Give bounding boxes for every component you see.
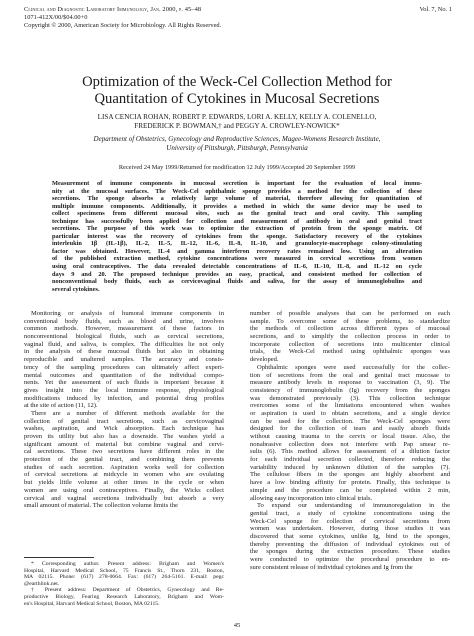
paragraph-line: can be used for the collection. The Weck-Cel sponges were (250, 417, 450, 425)
paragraph-line: but yields little volume at other times in the cycle or when (24, 479, 224, 487)
paragraph-line: genital tract, a study of cytokine concentrations using the (250, 509, 450, 517)
body-column-right (250, 310, 450, 571)
paragraph-line: tency of the sampling procedures can ultimately affect experi- (24, 363, 224, 371)
paragraph-line: There are a number of different methods available for the (31, 409, 224, 417)
paragraph-line: the sponges during the extraction procedure. These studies (250, 548, 450, 556)
paragraph-line: modifications induced by infection, and potential drug profiles (24, 394, 224, 402)
abstract-line: technique has successfully been applied for collection and measurement of antibody in oral and genital tract (52, 217, 422, 225)
paragraph-line: was demonstrated previously (3). This collection technique (250, 394, 450, 402)
paragraph-line: the methods of collection across different types of mucosal (250, 325, 450, 333)
footnote-divider (24, 557, 94, 558)
abstract-line: using oral contraceptives. The data revealed detectable concentrations of IL-6, IL-10, IL-8, and IL-12 on cycle (52, 263, 422, 271)
abstract-line: collect specimens from different mucosal sites, such as the genital tract and oral cavity. This sampling (52, 210, 422, 218)
paragraph-line: thereby preventing the diffusion of individual cytokines out of (250, 540, 450, 548)
paragraph-line: gives insight into the local immune response, physiological (24, 386, 224, 394)
abstract-line: multiple immune components. Additionally, it provides a method in which the same device may be used to (52, 202, 422, 210)
paragraph-line: number of possible analyses that can be performed on each (250, 310, 450, 317)
abstract-line: particular interest was the recovery of cytokines from the sponge. Satisfactory recovery of the cytokines (52, 232, 422, 240)
paragraph-line: consistency of immunoglobulin (Ig) recovery from the sponges (250, 386, 450, 394)
paragraph-line: simple and the procedure can be completed within 2 min, (250, 486, 450, 494)
abstract-line: factor was obtained. However, IL-4 and gamma interferon recovery rates remained low. Using an alteration (52, 247, 422, 255)
paragraph-line: women was undertaken. However, during those studies it was (250, 525, 450, 533)
footnote-line: † Present address: Department of Obstetrics, Gynecology and Re- (31, 587, 224, 594)
paragraph-line: cal secretions. These two secretions have different roles in the (24, 448, 224, 456)
body-column-left (24, 310, 224, 510)
paragraph-line: incorporate collection of secretions into multicenter clinical (250, 340, 450, 348)
abstract-line: days 9 and 20. The proposed technique provides an easy, practical, and consistent method for collection of (52, 270, 422, 278)
abstract-line: of the published extraction method, cytokine concentrations were measured in cervical secretions from women (52, 255, 422, 263)
article-title (20, 74, 454, 108)
paragraph-line: tion of secretions from the oral and genital tract mucosae to (250, 371, 450, 379)
paragraph-line: To expand our understanding of immunoregulation in the (257, 502, 450, 510)
paragraph-line: Ophthalmic sponges were used successfully for the collec- (257, 363, 450, 371)
copyright-line: Copyright © 2000, American Society for Microbiology. All Rights Reserved. (24, 22, 222, 29)
paragraph-line: nonabrasive collection does not interfere with Pap smear re- (250, 440, 450, 448)
paragraph-line: Weck-Cel sponge for collection of cervical secretions from (250, 517, 450, 525)
paragraph-line: in the analysis of these mucosal fluids but also in obtaining (24, 348, 224, 356)
title-line: Optimization of the Weck-Cel Collection Method for (82, 74, 392, 90)
paragraph-line: mental outcomes and quantitation of the individual compo- (24, 371, 224, 379)
paragraph-line: designed for the collection of tears and easily absorb fluids (250, 425, 450, 433)
paragraph-line: or aspiration is used to obtain secretions, and a single device (250, 409, 450, 417)
paragraph-line: small amount of material. The collection volume limits the (24, 502, 178, 510)
paragraph-line: without causing trauma to the cervix or local tissue. Also, the (250, 433, 450, 440)
issn-line: 1071-412X/00/$04.00+0 (24, 14, 88, 21)
volume-issue: Vol. 7, No. 1 (419, 6, 452, 13)
paragraph-line: The cellulose fibers in the sponges are highly absorbent and (250, 471, 450, 479)
abstract-line: Measurement of immune components in mucosal secretion is important for the evaluation of local immu- (52, 180, 422, 187)
paragraph-line: studies of each secretion. Aspiration works well for collection (24, 463, 224, 471)
paragraph-line: discovered that some cytokines, unlike Ig, bind to the sponges, (250, 532, 450, 540)
affiliation-line: University of Pittsburgh, Pittsburgh, Pennsylvania (166, 143, 308, 152)
paragraph-line: nonconventional biological fluids, such as cervical secretions, (24, 333, 224, 341)
author-line: LISA CENCIA ROHAN, ROBERT P. EDWARDS, LORI A. KELLY, KELLY A. COLENELLO, (97, 113, 377, 121)
footnote-line: * Corresponding author. Present address: Brigham and Women's (31, 561, 224, 567)
paragraph-line: collection of genital tract secretions, such as cervicovaginal (24, 417, 224, 425)
footnote-line: Hospital, Harvard Medical School, 75 Francis St., Thorn 231, Boston, (24, 567, 224, 574)
abstract-line: several cytokines. (52, 285, 100, 293)
paragraph-line: measure antibody levels in response to vaccination (3, 9). The (250, 379, 450, 387)
paragraph-line: sults (6). This method allows for assessment of a dilution factor (250, 448, 450, 456)
paragraph-line: developed. (250, 356, 279, 364)
paragraph-line: variability induced by unknown dilution of the samples (7). (250, 463, 450, 471)
author-line: FREDERICK P. BOWMAN,† and PEGGY A. CROWLEY-NOWICK* (134, 122, 340, 130)
paragraph-line: at the site of action (11, 12). (24, 402, 98, 410)
abstract (52, 180, 422, 293)
paragraph-line: for each individual secretion collected, therefore reducing the (250, 456, 450, 464)
footnote-line: en's Hospital, Harvard Medical School, Boston, MA 02115. (24, 600, 160, 607)
paragraph-line: conventional body fluids, such as blood and urine, involves (24, 317, 224, 325)
running-header (24, 6, 354, 30)
paragraph-line: women are using oral contraceptives. Finally, the Wicks collect (24, 486, 224, 494)
footnotes (24, 561, 224, 607)
title-line: Quantitation of Cytokines in Mucosal Secretions (94, 91, 380, 107)
paragraph-line: were conducted to optimize the procedural procedure to en- (250, 556, 450, 563)
paragraph-line: vaginal fluid, and saliva, is complex. The difficulties lie not only (24, 340, 224, 348)
paragraph-line: have a low binding affinity for protein. Finally, this technique is (250, 479, 450, 487)
paragraph-line: sample. To overcome some of these problems, to standardize (250, 317, 450, 325)
paragraph-line: trials, the Weck-Cel method using ophthalmic sponges was (250, 348, 450, 356)
footnote-line: productive Biology, Fearing Research Laboratory, Brigham and Wom- (24, 593, 224, 600)
paragraph-line: cervical and vaginal secretions individually but absorb a very (24, 494, 224, 502)
paragraph-line: significant amount of material but combine vaginal and cervi- (24, 440, 224, 448)
footnote-line: @earthlink.net. (24, 580, 60, 587)
footnote-line: MA 02115. Phone: (617) 278-0664. Fax: (617) 264-5161. E-mail: pegc (24, 574, 224, 581)
paragraph-line: proven its utility but also has a downside. The washes yield a (24, 433, 224, 440)
page-number: 45 (233, 622, 241, 629)
affiliation (40, 135, 434, 152)
abstract-line: secretions. The purpose of this work was to optimize the extraction of protein from the sponge matrix. Of (52, 225, 422, 233)
paragraph-line: washes, aspiration, and Wick absorption. Each technique has (24, 425, 224, 433)
paragraph-line: nents. Yet the assessment of such fluids is important because it (24, 379, 224, 387)
abstract-line: interleukin 1β (IL-1β), IL-2, IL-5, IL-12, IL-6, IL-8, IL-10, and granulocyte-macrophage colony-stimulating (52, 240, 422, 248)
paragraph-line: common methods. However, measurement of these factors in (24, 325, 224, 333)
paragraph-line: secretions, and to simplify the collection process in order to (250, 333, 450, 341)
received-dates: Received 24 May 1999/Returned for modification 12 July 1999/Accepted 20 September 1999 (118, 164, 356, 171)
affiliation-line: Department of Obstetrics, Gynecology and Reproductive Sciences, Magee-Womens Research Institute, (93, 135, 381, 143)
paragraph-line: of cervical secretions at midcycle in women who are ovulating (24, 471, 224, 479)
abstract-line: nonconventional body fluids, such as cervicovaginal fluids and saliva, for the assay of immunoglobulins and (52, 278, 422, 286)
author-list (30, 113, 444, 131)
abstract-line: secretions. The sponge absorbs a relatively large volume of material, therefore allowing for quantitation of (52, 195, 422, 203)
journal-citation: Clinical and Diagnostic Laboratory Immunology, Jan. 2000, p. 45–48 (24, 6, 202, 13)
paragraph-line: protection of the genital tract, and combining them prevents (24, 456, 224, 464)
paragraph-line: Monitoring or analysis of humoral immune components in (31, 310, 224, 317)
paragraph-line: sure consistent release of individual cytokines and Ig from the (250, 563, 413, 571)
paragraph-line: allowing easy incorporation into clinical trials. (250, 494, 373, 502)
abstract-line: nity at the mucosal surfaces. The Weck-Cel ophthalmic sponge provides a method for the collection of these (52, 187, 422, 195)
paragraph-line: reproducible and unaltered samples. The accuracy and consis- (24, 356, 224, 364)
paragraph-line: overcomes some of the limitations encountered when washes (250, 402, 450, 410)
